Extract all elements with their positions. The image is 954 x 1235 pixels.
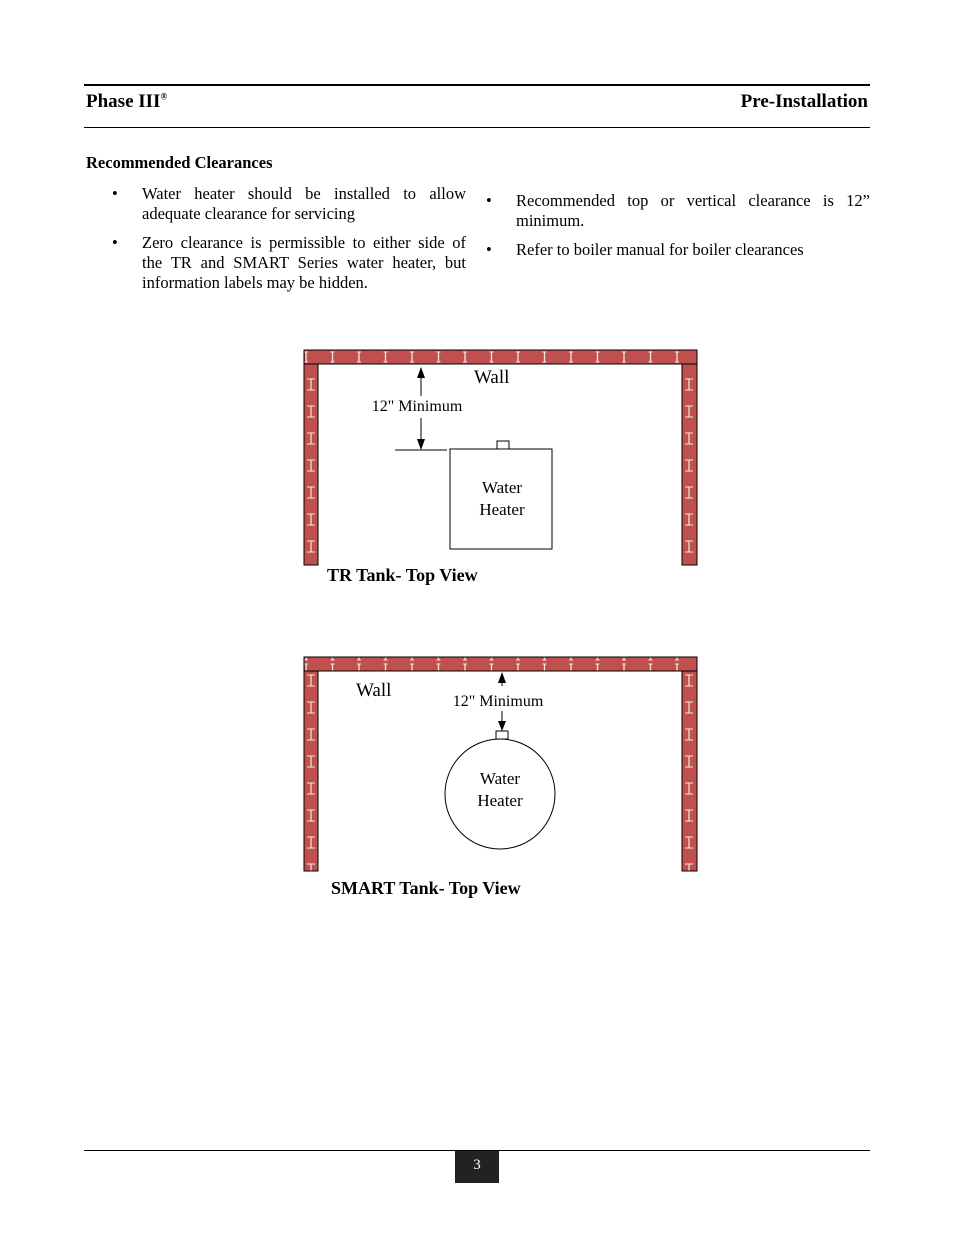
wall-label: Wall: [356, 680, 392, 701]
heater-label-line1: Water: [481, 478, 523, 497]
heater-label-line2: Heater: [477, 791, 523, 810]
arrow-up-icon: [498, 672, 506, 683]
diagram-caption: TR Tank- Top View: [327, 565, 478, 585]
bullet-item: • Refer to boiler manual for boiler clearances: [486, 240, 870, 260]
bullet-item: • Recommended top or vertical clearance is 12” minimum.: [486, 191, 870, 231]
water-heater-square: [450, 449, 552, 549]
heater-label-line1: Water: [479, 769, 521, 788]
arrow-down-icon: [417, 439, 425, 450]
clearance-label: 12" Minimum: [452, 693, 544, 710]
heater-label-line2: Heater: [479, 500, 525, 519]
header-section-title: Pre-Installation: [740, 91, 868, 112]
bullet-item: • Water heater should be installed to allow adequate clearance for servicing: [112, 184, 466, 224]
arrow-down-icon: [498, 721, 506, 731]
heater-vent-tab: [497, 441, 509, 449]
heater-vent-tab: [496, 731, 508, 739]
wall-label: Wall: [474, 367, 510, 388]
clearance-label: 12" Minimum: [371, 398, 463, 415]
product-name: Phase III: [86, 91, 161, 112]
section-title: Recommended Clearances: [86, 153, 273, 172]
registered-mark: ®: [160, 91, 168, 102]
arrow-up-icon: [417, 367, 425, 378]
smart-tank-diagram: [0, 620, 954, 920]
diagram-caption: SMART Tank- Top View: [331, 878, 521, 898]
bullet-item: • Zero clearance is permissible to either side of the TR and SMART Series water heater, but information labels may be hidden.: [112, 233, 466, 293]
page-number: 3: [455, 1151, 499, 1183]
